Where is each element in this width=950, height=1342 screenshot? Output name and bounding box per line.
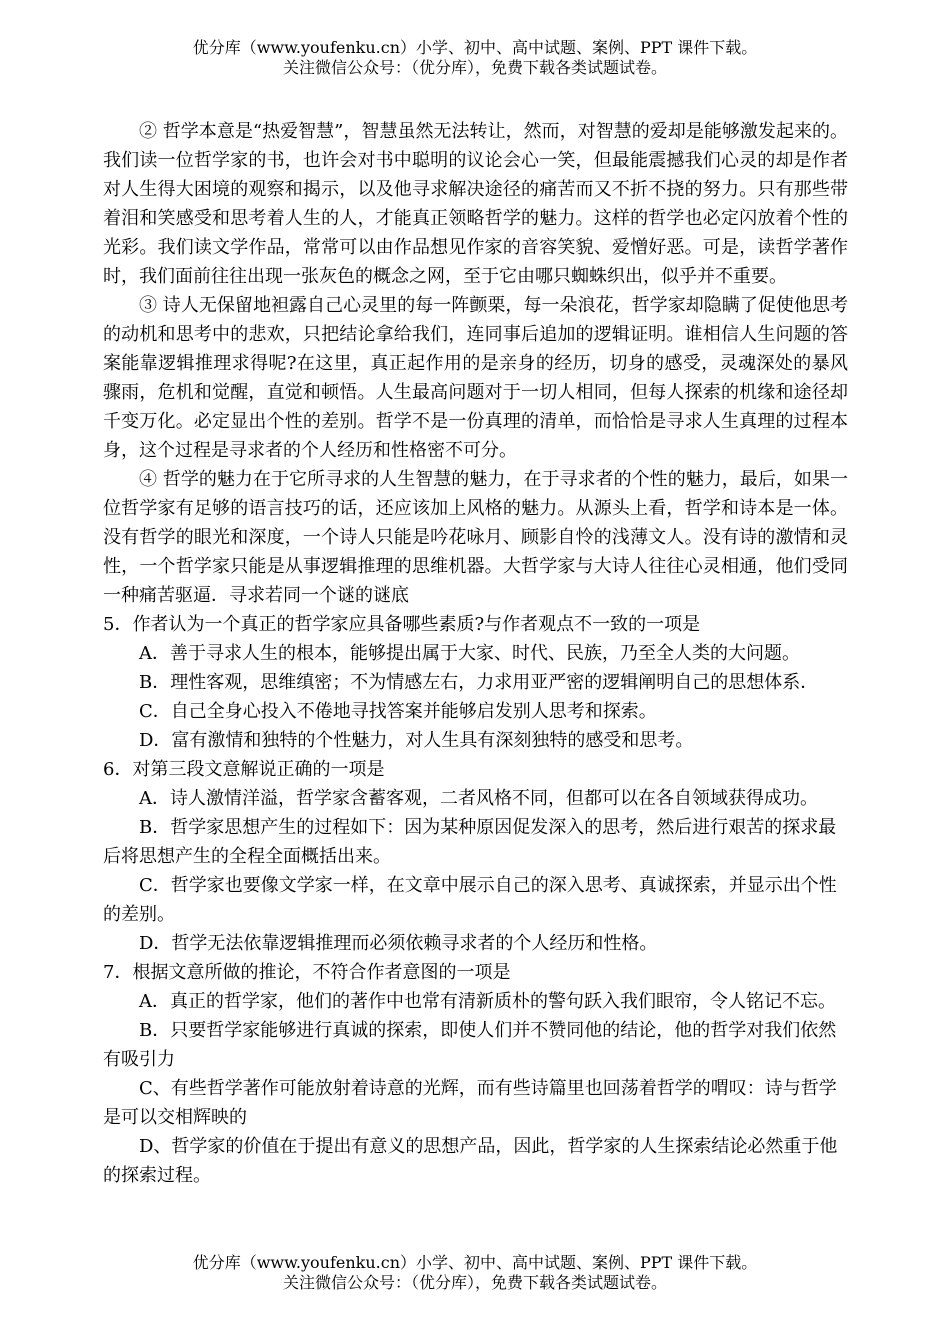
paragraph-2: ② 哲学本意是“热爱智慧”，智慧虽然无法转让，然而，对智慧的爱却是能够激发起来的。我们读一位哲学家的书，也许会对书中聪明的议论会心一笑，但最能震撼我们心灵的却是作者对人生得大困境的观察和揭示，以及他寻求解决途径的痛苦而又不折不挠的努力。只有那些带着泪和笑感受和思考着人生的人，才能真正领略哲学的魅力。这样的哲学也必定闪放着个性的光彩。我们读文学作品，常常可以由作品想见作家的音容笑貌、爱憎好恶。可是，读哲学著作时，我们面前往往出现一张灰色的概念之网，至于它由哪只蜘蛛织出，似乎并不重要。 <box>103 121 848 287</box>
paragraph-4: ④ 哲学的魅力在于它所寻求的人生智慧的魅力，在于寻求者的个性的魅力，最后，如果一位哲学家有足够的语言技巧的话，还应该加上风格的魅力。从源头上看，哲学和诗本是一体。没有哲学的眼光和深度，一个诗人只能是吟花咏月、顾影自怜的浅薄文人。没有诗的激情和灵性，一个哲学家只能是从事逻辑推理的思维机器。大哲学家与大诗人往往心灵相通，他们受同一种痛苦驱逼．寻求若同一个谜的谜底 <box>103 469 848 606</box>
document-body <box>103 117 848 1190</box>
footer-line-2: 关注微信公众号：（优分库），免费下载各类试题试卷。 <box>282 1273 667 1292</box>
question-stem: 5．作者认为一个真正的哲学家应具备哪些素质?与作者观点不一致的一项是 <box>103 614 701 635</box>
option-a: A．诗人激情洋溢，哲学家含蓄客观，二者风格不同，但都可以在各自领域获得成功。 <box>139 788 818 809</box>
footer-line-1: 优分库（www.youfenku.cn）小学、初中、高中试题、案例、PPT 课件下载。 <box>192 1253 758 1272</box>
option-c: C．哲学家也要像文学家一样，在文章中展示自己的深入思考、真诚探索，并显示出个性的差别。 <box>103 875 837 925</box>
question-stem: 6．对第三段文意解说正确的一项是 <box>103 759 385 780</box>
option-d: D．富有激情和独特的个性魅力，对人生具有深刻独特的感受和思考。 <box>139 730 694 751</box>
header-line-1: 优分库（www.youfenku.cn）小学、初中、高中试题、案例、PPT 课件下载。 <box>192 38 758 57</box>
option-b: B．只要哲学家能够进行真诚的探索，即使人们并不赞同他的结论，他的哲学对我们依然有吸引力 <box>103 1020 837 1070</box>
option-a: A．真正的哲学家，他们的著作中也常有清新质朴的警句跃入我们眼帘，令人铭记不忘。 <box>139 991 836 1012</box>
option-d: D、哲学家的价值在于提出有意义的思想产品，因此，哲学家的人生探索结论必然重于他的探索过程。 <box>103 1136 838 1186</box>
question-6 <box>103 755 848 958</box>
page-footer <box>0 1253 950 1293</box>
question-5 <box>103 610 848 755</box>
question-stem: 7．根据文意所做的推论，不符合作者意图的一项是 <box>103 962 511 983</box>
option-c: C、有些哲学著作可能放射着诗意的光辉，而有些诗篇里也回荡着哲学的喟叹：诗与哲学是可以交相辉映的 <box>103 1078 837 1128</box>
question-7 <box>103 958 848 1190</box>
paragraph-3: ③ 诗人无保留地袒露自己心灵里的每一阵颤栗，每一朵浪花，哲学家却隐瞒了促使他思考的动机和思考中的悲欢，只把结论拿给我们，连同事后追加的逻辑证明。谁相信人生问题的答案能靠逻辑推理求得呢?在这里，真正起作用的是亲身的经历，切身的感受，灵魂深处的暴风骤雨，危机和觉醒，直觉和顿悟。人生最高问题对于一切人相同，但每人探索的机缘和途径却千变万化。必定显出个性的差别。哲学不是一份真理的清单，而恰恰是寻求人生真理的过程本身，这个过程是寻求者的个人经历和性格密不可分。 <box>103 295 848 461</box>
option-a: A．善于寻求人生的根本，能够提出属于大家、时代、民族，乃至全人类的大问题。 <box>139 643 800 664</box>
option-d: D．哲学无法依靠逻辑推理而必须依赖寻求者的个人经历和性格。 <box>139 933 658 954</box>
option-b: B．理性客观，思维缜密；不为情感左右，力求用亚严密的逻辑阐明自己的思想体系． <box>139 672 819 693</box>
option-c: C．自己全身心投入不倦地寻找答案并能够启发别人思考和探索。 <box>139 701 657 722</box>
page-header <box>0 38 950 78</box>
header-line-2: 关注微信公众号：（优分库），免费下载各类试题试卷。 <box>282 58 667 77</box>
option-b: B．哲学家思想产生的过程如下：因为某种原因促发深入的思考，然后进行艰苦的探求最后将思想产生的全程全面概括出来。 <box>103 817 837 867</box>
